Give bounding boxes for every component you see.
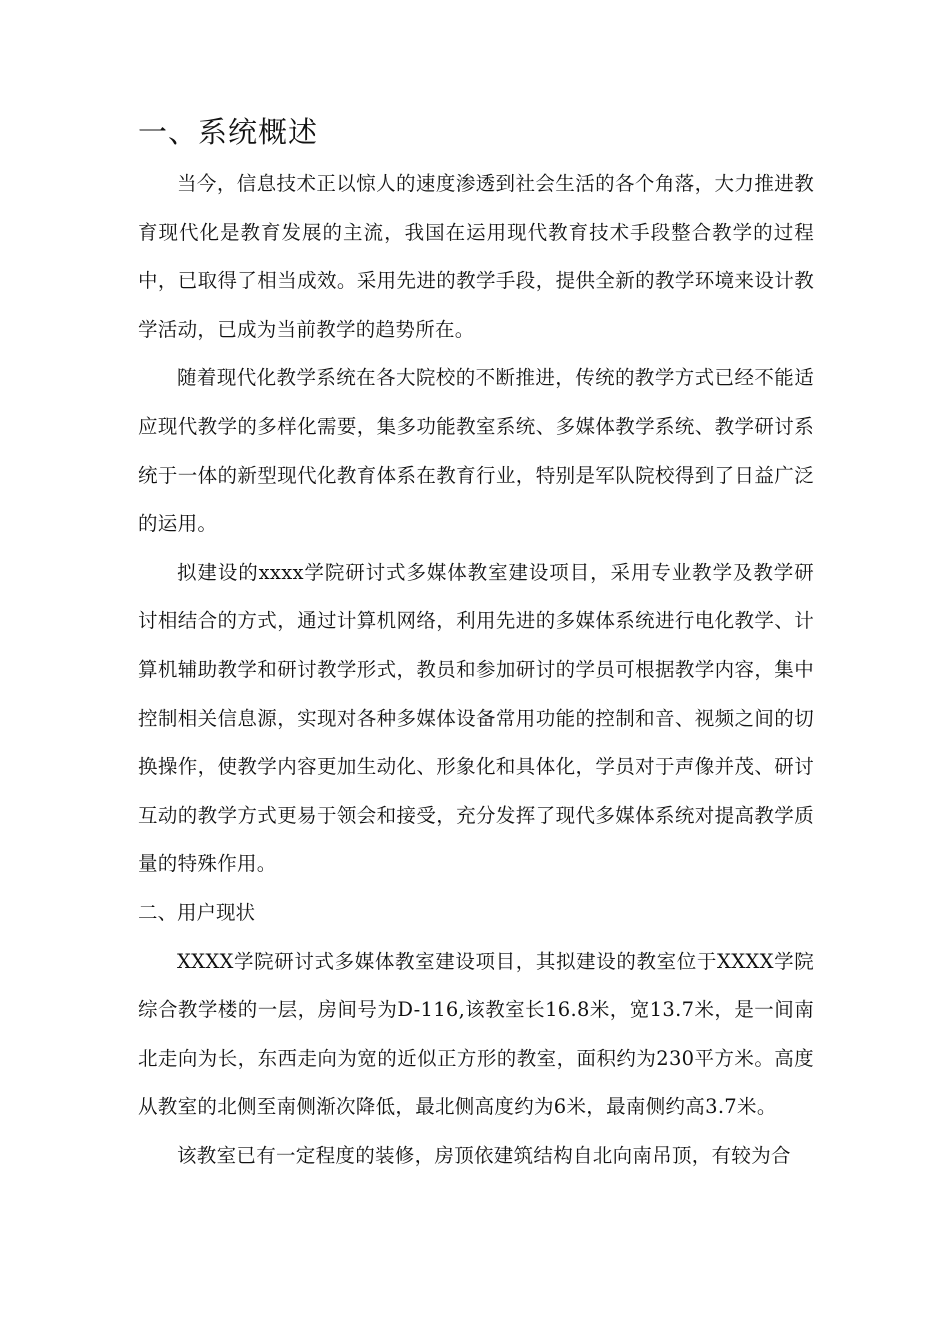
paragraph-user-status-1: XXXX学院研讨式多媒体教室建设项目，其拟建设的教室位于XXXX学院综合教学楼的一层，房间号为D-116,该教室长16.8米，宽13.7米，是一间南北走向为长，东西走向为宽的近似正方形的教室，面积约为230平方米。高度从教室的北侧至南侧渐次降低，最北侧高度约为6米，最南侧约高3.7米。	[138, 949, 814, 1119]
section-heading-overview: 一、系统概述	[138, 115, 319, 149]
paragraph-user-status-2: 该教室已有一定程度的装修，房顶依建筑结构自北向南吊顶，有较为合	[177, 1143, 791, 1167]
section-heading-user-status: 二、用户现状	[138, 900, 256, 924]
paragraph-overview-3: 拟建设的xxxx学院研讨式多媒体教室建设项目，采用专业教学及教学研讨相结合的方式，通过计算机网络，利用先进的多媒体系统进行电化教学、计算机辅助教学和研讨教学形式，教员和参加研讨的学员可根据教学内容，集中控制相关信息源，实现对各种多媒体设备常用功能的控制和音、视频之间的切换操作，使教学内容更加生动化、形象化和具体化，学员对于声像并茂、研讨互动的教学方式更易于领会和接受，充分发挥了现代多媒体系统对提高教学质量的特殊作用。	[138, 560, 814, 876]
paragraph-overview-2: 随着现代化教学系统在各大院校的不断推进，传统的教学方式已经不能适应现代教学的多样化需要，集多功能教室系统、多媒体教学系统、教学研讨系统于一体的新型现代化教育体系在教育行业，特别是军队院校得到了日益广泛的运用。	[138, 366, 814, 536]
paragraph-overview-1: 当今，信息技术正以惊人的速度渗透到社会生活的各个角落，大力推进教育现代化是教育发展的主流，我国在运用现代教育技术手段整合教学的过程中，已取得了相当成效。采用先进的教学手段，提供全新的教学环境来设计教学活动，已成为当前教学的趋势所在。	[138, 172, 814, 341]
document-page	[138, 112, 814, 1180]
